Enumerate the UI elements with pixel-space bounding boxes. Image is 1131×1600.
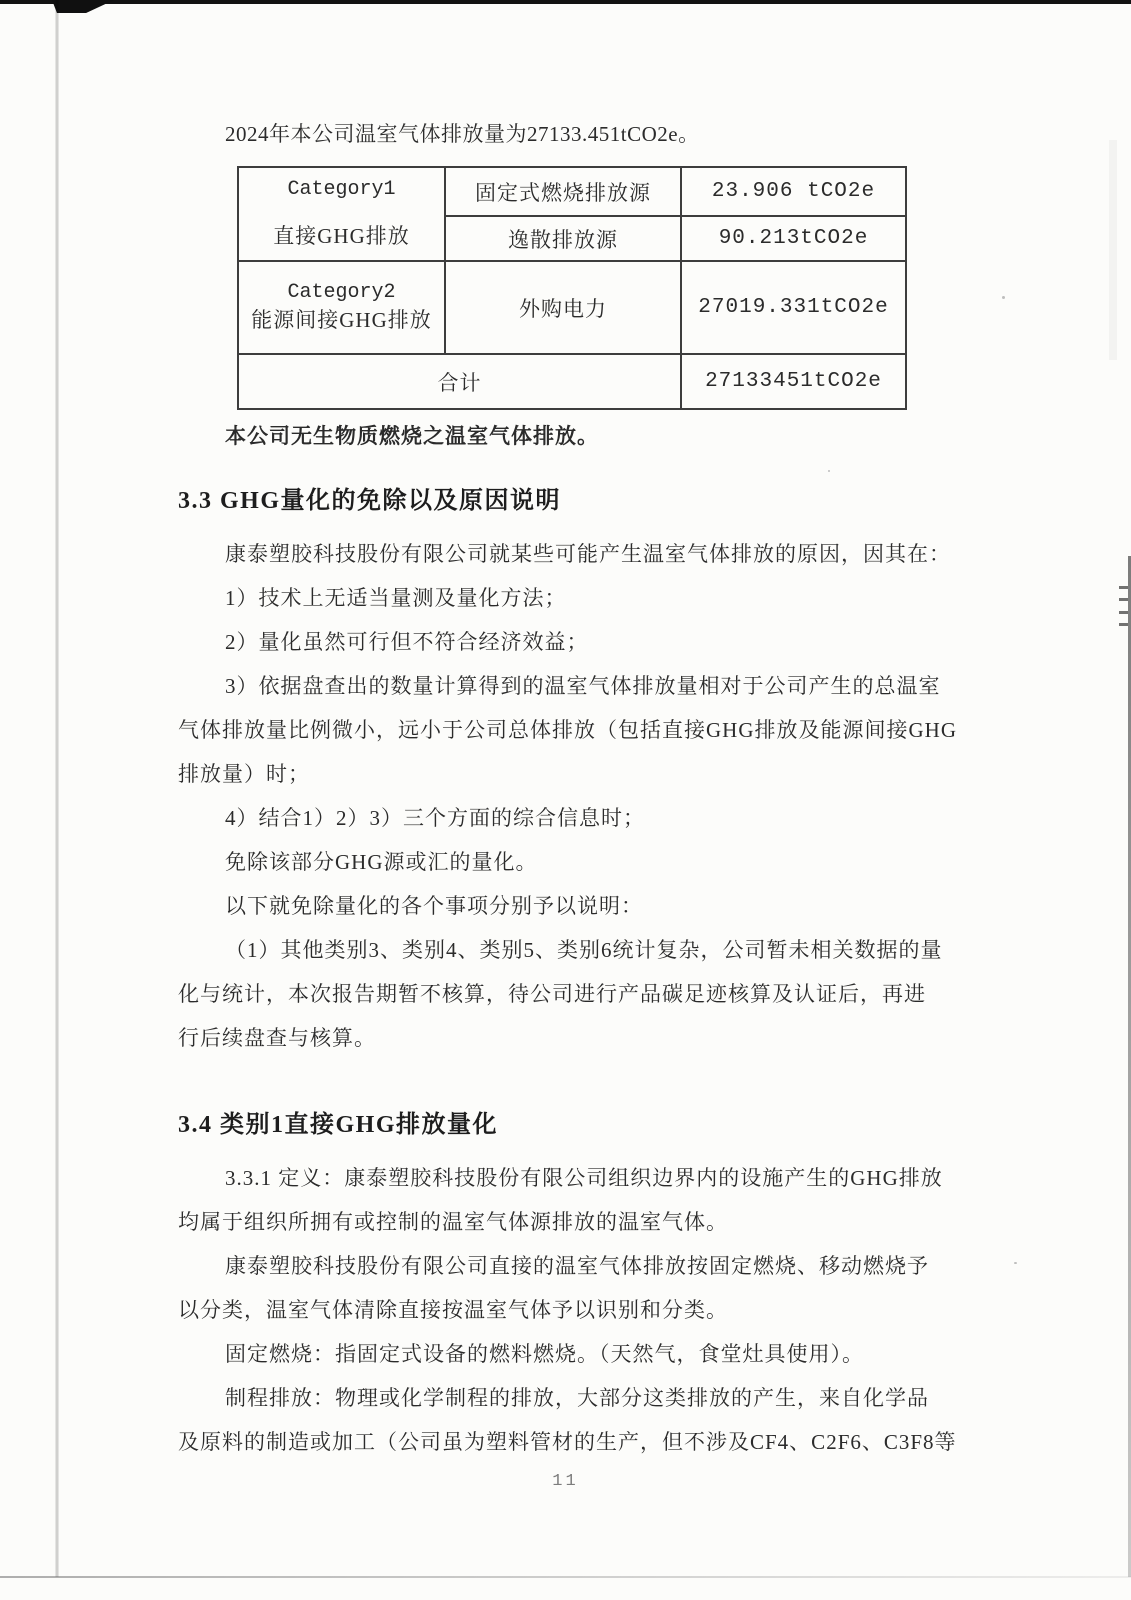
- body-line: 行后续盘查与核算。: [178, 1026, 376, 1050]
- category1-cell: [238, 167, 445, 261]
- body-line: （1）其他类别3、类别4、类别5、类别6统计复杂，公司暂未相关数据的量: [225, 938, 943, 962]
- table-row: [238, 261, 906, 354]
- scan-edge-mark: [1119, 611, 1128, 614]
- value-cell: 27019.331tCO2e: [681, 261, 906, 354]
- category2-code: Category2: [287, 281, 396, 304]
- body-line: 2）量化虽然可行但不符合经济效益；: [225, 630, 589, 654]
- source-cell: 逸散排放源: [445, 216, 681, 261]
- body-line: 康泰塑胶科技股份有限公司直接的温室气体排放按固定燃烧、移动燃烧予: [225, 1254, 929, 1278]
- body-line: 1）技术上无适当量测及量化方法；: [225, 586, 567, 610]
- note-line: 本公司无生物质燃烧之温室气体排放。: [225, 424, 599, 448]
- table-row: [238, 354, 906, 409]
- value-cell: 90.213tCO2e: [681, 216, 906, 261]
- body-line: 及原料的制造或加工（公司虽为塑料管材的生产，但不涉及CF4、C2F6、C3F8等: [178, 1430, 957, 1454]
- body-line: 免除该部分GHG源或汇的量化。: [225, 850, 538, 874]
- scan-edge-mark: [1119, 623, 1128, 626]
- scan-edge-mark: [1119, 598, 1128, 601]
- scan-fold-line: [55, 0, 59, 1577]
- body-line: 3.3.1 定义：康泰塑胶科技股份有限公司组织边界内的设施产生的GHG排放: [225, 1166, 943, 1190]
- value-cell: 23.906 tCO2e: [681, 167, 906, 216]
- body-line: 固定燃烧：指固定式设备的燃料燃烧。（天然气，食堂灶具使用）。: [225, 1342, 864, 1366]
- page-number: 11: [552, 1472, 579, 1491]
- body-line: 4）结合1）2）3）三个方面的综合信息时；: [225, 806, 645, 830]
- intro-line: 2024年本公司温室气体排放量为27133.451tCO2e。: [225, 122, 700, 146]
- body-line: 制程排放：物理或化学制程的排放，大部分这类排放的产生，来自化学品: [225, 1386, 929, 1410]
- body-line: 气体排放量比例微小，远小于公司总体排放（包括直接GHG排放及能源间接GHG: [178, 718, 957, 742]
- body-line: 3）依据盘查出的数量计算得到的温室气体排放量相对于公司产生的总温室: [225, 674, 941, 698]
- scan-speck: [828, 470, 830, 472]
- section-3-3-body: [178, 532, 968, 1060]
- scan-bottom-edge: [0, 1576, 1131, 1578]
- scan-top-edge: [0, 0, 1131, 4]
- total-value-cell: 27133451tCO2e: [681, 354, 906, 409]
- table-row: [238, 167, 906, 216]
- ghg-emissions-table: [237, 166, 907, 410]
- total-label-cell: 合计: [238, 354, 681, 409]
- source-cell: 固定式燃烧排放源: [445, 167, 681, 216]
- scan-right-streak: [1109, 140, 1117, 360]
- category1-code: Category1: [287, 177, 396, 201]
- category2-cell: [238, 261, 445, 354]
- body-line: 以下就免除量化的各个事项分别予以说明：: [225, 894, 643, 918]
- body-line: 排放量）时；: [178, 762, 310, 786]
- source-cell: 外购电力: [445, 261, 681, 354]
- category2-name: 能源间接GHG排放: [251, 308, 432, 332]
- scan-edge-mark: [1119, 586, 1128, 589]
- section-3-3-heading: 3.3 GHG量化的免除以及原因说明: [178, 488, 562, 514]
- body-line: 康泰塑胶科技股份有限公司就某些可能产生温室气体排放的原因，因其在：: [225, 542, 951, 566]
- scan-speck: [1014, 1262, 1017, 1264]
- body-line: 均属于组织所拥有或控制的温室气体源排放的温室气体。: [178, 1210, 728, 1234]
- section-3-4-heading: 3.4 类别1直接GHG排放量化: [178, 1112, 499, 1138]
- section-3-4-body: [178, 1156, 968, 1464]
- body-line: 化与统计，本次报告期暂不核算，待公司进行产品碳足迹核算及认证后，再进: [178, 982, 926, 1006]
- body-line: 以分类，温室气体清除直接按温室气体予以识别和分类。: [178, 1298, 728, 1322]
- scan-speck: [1002, 296, 1005, 299]
- scan-corner-mark: [52, 0, 114, 13]
- category1-name: 直接GHG排放: [273, 224, 410, 249]
